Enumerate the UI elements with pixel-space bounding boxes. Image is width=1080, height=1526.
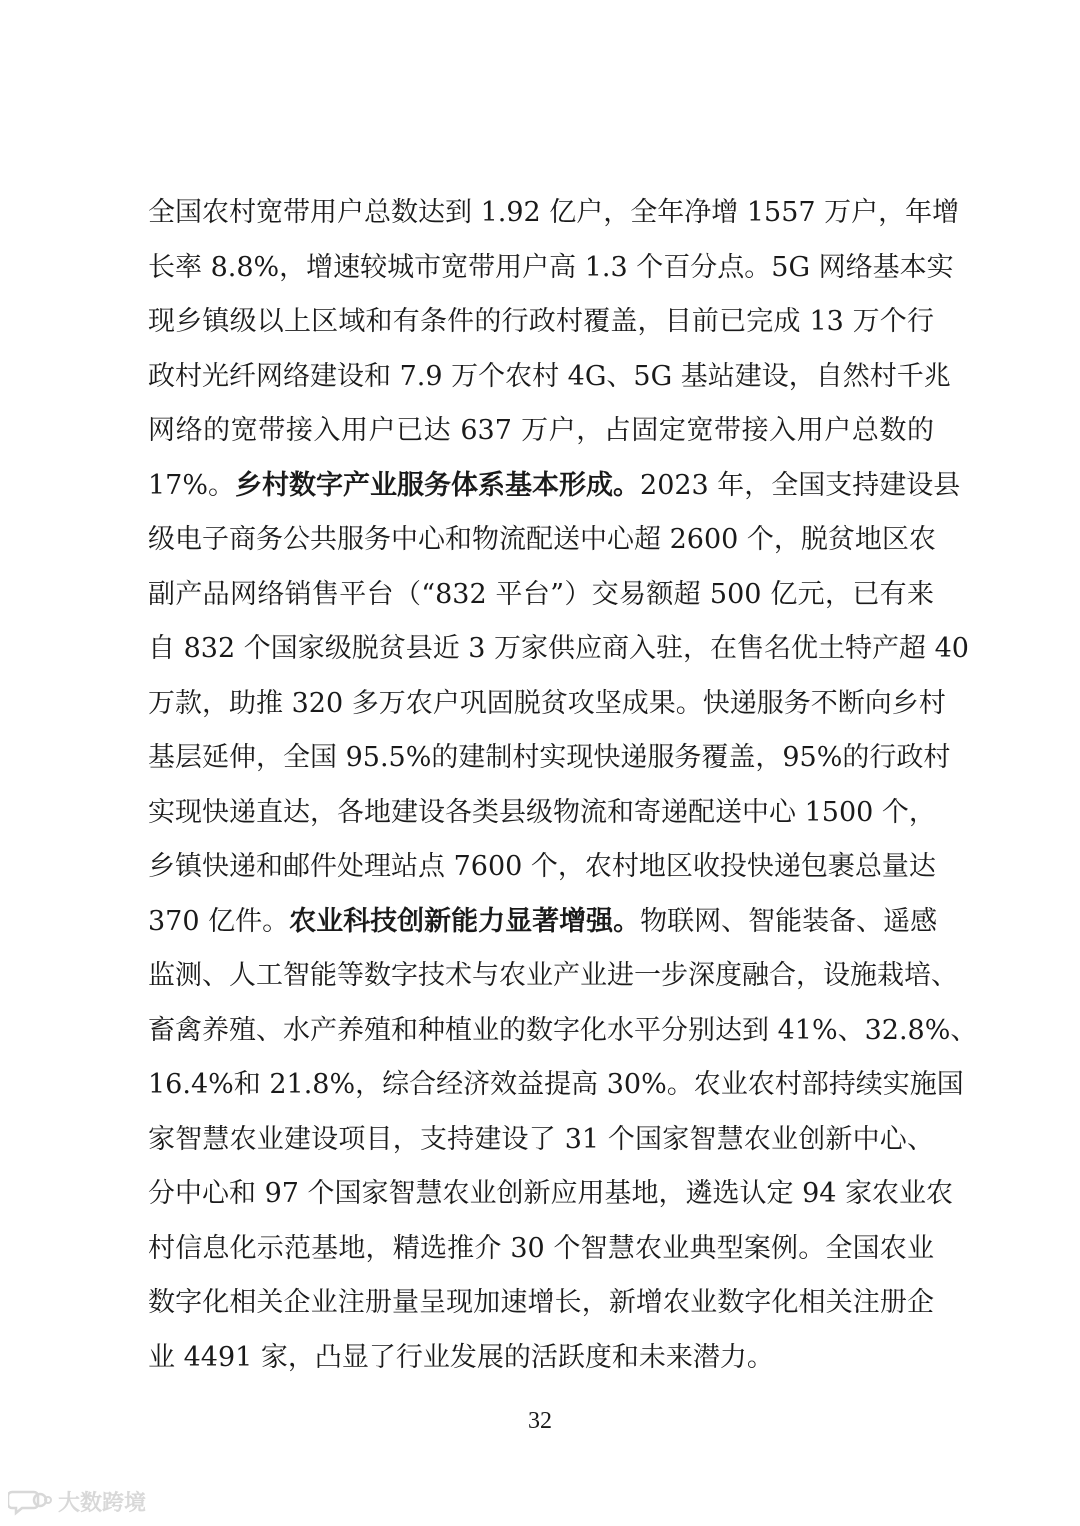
- body-text: 长率 8.8%，增速较城市宽带用户高 1.3 个百分点。5G 网络基本实: [148, 251, 954, 283]
- text-line: [148, 404, 934, 459]
- chat-bubble-icon: [8, 1488, 52, 1516]
- text-line: [148, 1113, 934, 1168]
- body-text: 17%。: [148, 469, 236, 501]
- watermark-text: 大数跨境: [58, 1491, 147, 1516]
- bold-heading-text: 乡村数字产业服务体系基本形成。: [235, 469, 641, 501]
- body-text: 自 832 个国家级脱贫县近 3 万家供应商入驻，在售名优土特产超 40: [148, 633, 969, 664]
- body-text: 副产品网络销售平台（“832 平台”）交易额超 500 亿元，已有来: [148, 578, 934, 610]
- body-text: 基层延伸，全国 95.5%的建制村实现快递服务覆盖，95%的行政村: [148, 742, 951, 773]
- text-line: [148, 677, 946, 732]
- body-text: 家智慧农业建设项目，支持建设了 31 个国家智慧农业创新中心、: [148, 1123, 934, 1155]
- text-line: [148, 186, 960, 241]
- body-text: 村信息化示范基地，精选推介 30 个智慧农业典型案例。全国农业: [148, 1232, 934, 1264]
- text-line: [148, 840, 934, 895]
- text-line: [148, 786, 934, 841]
- text-line: [148, 459, 961, 514]
- text-line: [148, 1004, 978, 1059]
- body-text: 实现快递直达，各地建设各类县级物流和寄递配送中心 1500 个，: [148, 796, 936, 828]
- text-line: [148, 513, 934, 568]
- page-number: 32: [528, 1408, 552, 1434]
- body-text: 监测、人工智能等数字技术与农业产业进一步深度融合，设施栽培、: [148, 960, 958, 991]
- body-text: 政村光纤网络建设和 7.9 万个农村 4G、5G 基站建设，自然村千兆: [148, 360, 951, 392]
- body-paragraph: [148, 186, 978, 1385]
- body-text: 畜禽养殖、水产养殖和种植业的数字化水平分别达到 41%、32.8%、: [148, 1014, 978, 1046]
- body-text: 2023 年，全国支持建设县: [640, 469, 961, 501]
- body-text: 分中心和 97 个国家智慧农业创新应用基地，遴选认定 94 家农业农: [148, 1178, 954, 1209]
- body-text: 16.4%和 21.8%，综合经济效益提高 30%。农业农村部持续实施国: [148, 1069, 964, 1100]
- bold-heading-text: 农业科技创新能力显著增强。: [289, 905, 641, 937]
- body-text: 业 4491 家，凸显了行业发展的活跃度和未来潜力。: [148, 1341, 774, 1373]
- text-line: [148, 895, 938, 950]
- body-text: 370 亿件。: [148, 905, 290, 937]
- body-text: 数字化相关企业注册量呈现加速增长，新增农业数字化相关注册企: [148, 1287, 934, 1318]
- body-text: 万款，助推 320 多万农户巩固脱贫攻坚成果。快递服务不断向乡村: [148, 687, 946, 719]
- text-line: [148, 1276, 934, 1331]
- body-text: 级电子商务公共服务中心和物流配送中心超 2600 个，脱贫地区农: [148, 524, 936, 555]
- text-line: [148, 1058, 964, 1113]
- body-text: 全国农村宽带用户总数达到 1.92 亿户，全年净增 1557 万户，年增: [148, 197, 960, 228]
- text-line: [148, 622, 969, 677]
- body-text: 现乡镇级以上区域和有条件的行政村覆盖，目前已完成 13 万个行: [148, 306, 934, 337]
- watermark: [8, 1486, 146, 1517]
- body-text: 物联网、智能装备、遥感: [640, 905, 938, 937]
- text-line: [148, 350, 951, 405]
- text-line: [148, 1331, 934, 1386]
- text-line: [148, 241, 954, 296]
- text-line: [148, 1222, 934, 1277]
- text-line: [148, 295, 934, 350]
- body-text: 乡镇快递和邮件处理站点 7600 个，农村地区收投快递包裹总量达: [148, 851, 936, 882]
- text-line: [148, 949, 958, 1004]
- text-line: [148, 731, 951, 786]
- body-text: 网络的宽带接入用户已达 637 万户，占固定宽带接入用户总数的: [148, 415, 934, 446]
- text-line: [148, 1167, 954, 1222]
- text-line: [148, 568, 934, 623]
